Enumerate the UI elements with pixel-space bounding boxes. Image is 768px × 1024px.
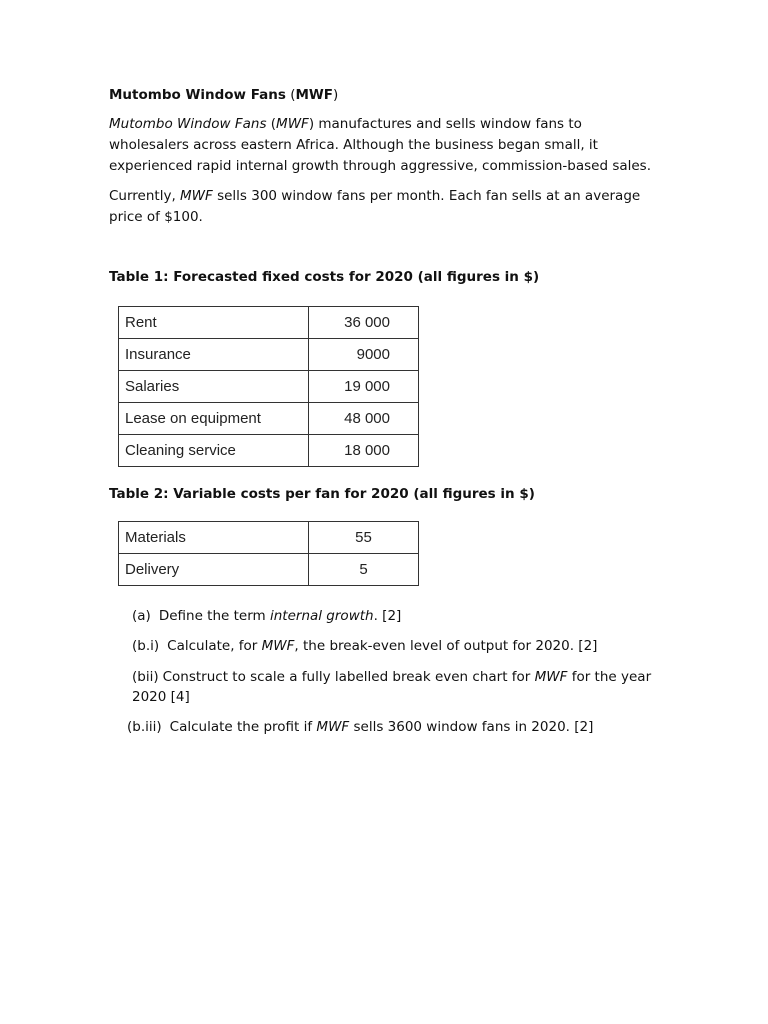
table-row <box>119 554 419 586</box>
current-abbr: MWF <box>180 188 213 204</box>
question-a <box>132 606 401 626</box>
question-number: (a) <box>132 608 151 624</box>
table-cell-value: 5 <box>309 554 419 586</box>
table-cell-label: Lease on equipment <box>119 403 309 435</box>
question-italic: MWF <box>534 669 568 685</box>
question-number: (b.iii) <box>127 719 162 735</box>
question-b-iii <box>127 717 593 737</box>
table-row <box>119 339 419 371</box>
title-paren-open: ( <box>285 87 296 103</box>
title-main: Mutombo Window Fans <box>109 87 286 103</box>
table2-caption: Table 2: Variable costs per fan for 2020 (all figures in $) <box>109 486 535 502</box>
title-paren-close: ) <box>333 87 339 103</box>
table-cell-value: 9000 <box>309 339 419 371</box>
question-italic: MWF <box>316 719 350 735</box>
question-text: Define the term <box>158 608 270 624</box>
intro-company: Mutombo Window Fans <box>109 116 267 132</box>
question-b-ii <box>132 667 652 707</box>
title-abbr: MWF <box>295 87 334 103</box>
question-text-end: , the break-even level of output for 2020. [2] <box>294 638 598 654</box>
question-text-end: sells 3600 window fans in 2020. [2] <box>349 719 594 735</box>
table-cell-label: Materials <box>119 522 309 554</box>
table-row <box>119 403 419 435</box>
table-cell-value: 55 <box>309 522 419 554</box>
question-b-i <box>132 636 597 656</box>
table1-caption: Table 1: Forecasted fixed costs for 2020 (all figures in $) <box>109 269 540 285</box>
table-cell-label: Insurance <box>119 339 309 371</box>
variable-costs-table <box>118 521 419 586</box>
current-paragraph <box>109 186 654 228</box>
current-lead: Currently, <box>109 188 181 204</box>
question-text: Calculate, for <box>167 638 262 654</box>
table-cell-label: Rent <box>119 307 309 339</box>
table-cell-value: 48 000 <box>309 403 419 435</box>
fixed-costs-table <box>118 306 419 467</box>
intro-paren-open: ( <box>266 116 277 132</box>
intro-abbr: MWF <box>276 116 309 132</box>
current-rest: sells 300 window fans per month. Each fan sells at an average price of $100. <box>109 188 641 225</box>
question-number: (b.i) <box>132 638 160 654</box>
intro-rest: ) manufactures and sells window fans to wholesalers across eastern Africa. Although the business began small, it experienced rapid internal growth through aggressive, commission-based sales. <box>109 116 652 174</box>
table-row <box>119 307 419 339</box>
question-italic: MWF <box>261 638 295 654</box>
table-cell-label: Delivery <box>119 554 309 586</box>
question-number: (bii) <box>132 669 159 685</box>
table-row <box>119 371 419 403</box>
table-cell-label: Salaries <box>119 371 309 403</box>
question-text-end: . [2] <box>373 608 402 624</box>
question-text-end: for the year 2020 [4] <box>132 669 652 705</box>
table-row <box>119 435 419 467</box>
table-cell-value: 36 000 <box>309 307 419 339</box>
table-cell-value: 18 000 <box>309 435 419 467</box>
intro-paragraph <box>109 114 654 177</box>
question-text: Calculate the profit if <box>169 719 317 735</box>
table-cell-label: Cleaning service <box>119 435 309 467</box>
case-title <box>109 85 654 106</box>
table-row <box>119 522 419 554</box>
table-cell-value: 19 000 <box>309 371 419 403</box>
question-italic: internal growth <box>269 608 374 624</box>
question-text: Construct to scale a fully labelled break even chart for <box>162 669 535 685</box>
